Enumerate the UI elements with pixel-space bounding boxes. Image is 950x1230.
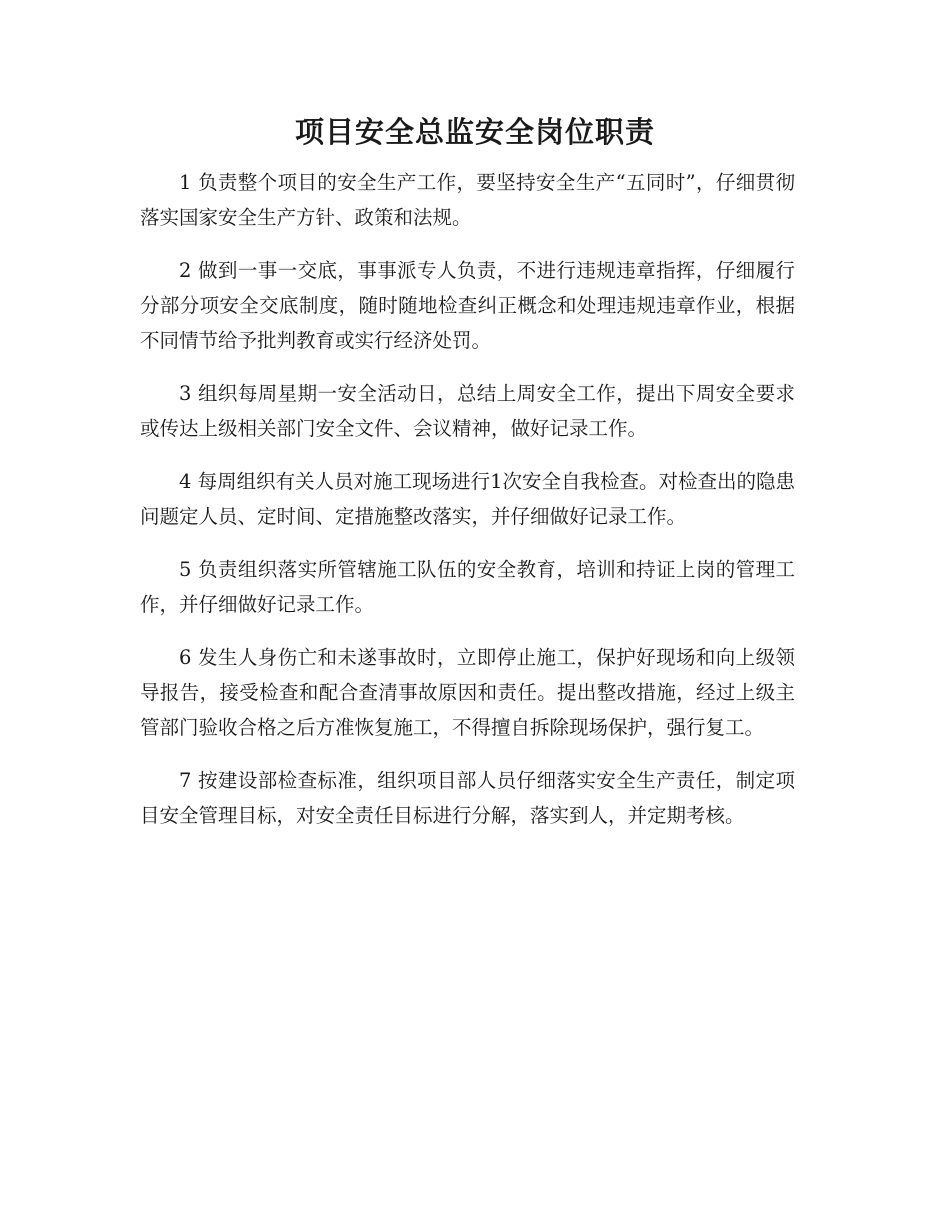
duty-paragraph-7: 7 按建设部检查标准，组织项目部人员仔细落实安全生产责任，制定项目安全管理目标，对安全责任目标进行分解，落实到人，并定期考核。 xyxy=(140,769,795,827)
document-title: 项目安全总监安全岗位职责 xyxy=(294,115,655,149)
duty-paragraph-3: 3 组织每周星期一安全活动日，总结上周安全工作，提出下周安全要求或传达上级相关部门安全文件、会议精神，做好记录工作。 xyxy=(140,382,795,440)
duty-paragraph-1: 1 负责整个项目的安全生产工作，要坚持安全生产“五同时”，仔细贯彻落实国家安全生产方针、政策和法规。 xyxy=(140,171,795,229)
document-body xyxy=(140,165,795,851)
duty-paragraph-4: 4 每周组织有关人员对施工现场进行1次安全自我检查。对检查出的隐患问题定人员、定时间、定措施整改落实，并仔细做好记录工作。 xyxy=(140,470,796,528)
duty-paragraph-5: 5 负责组织落实所管辖施工队伍的安全教育，培训和持证上岗的管理工作，并仔细做好记录工作。 xyxy=(140,558,795,616)
duty-paragraph-6: 6 发生人身伤亡和未遂事故时，立即停止施工，保护好现场和向上级领导报告，接受检查和配合查清事故原因和责任。提出整改措施，经过上级主管部门验收合格之后方准恢复施工，不得擅自拆除现场保护，强行复工。 xyxy=(140,646,795,739)
duty-paragraph-2: 2 做到一事一交底，事事派专人负责，不进行违规违章指挥，仔细履行分部分项安全交底制度，随时随地检查纠正概念和处理违规违章作业，根据不同情节给予批判教育或实行经济处罚。 xyxy=(140,259,795,352)
